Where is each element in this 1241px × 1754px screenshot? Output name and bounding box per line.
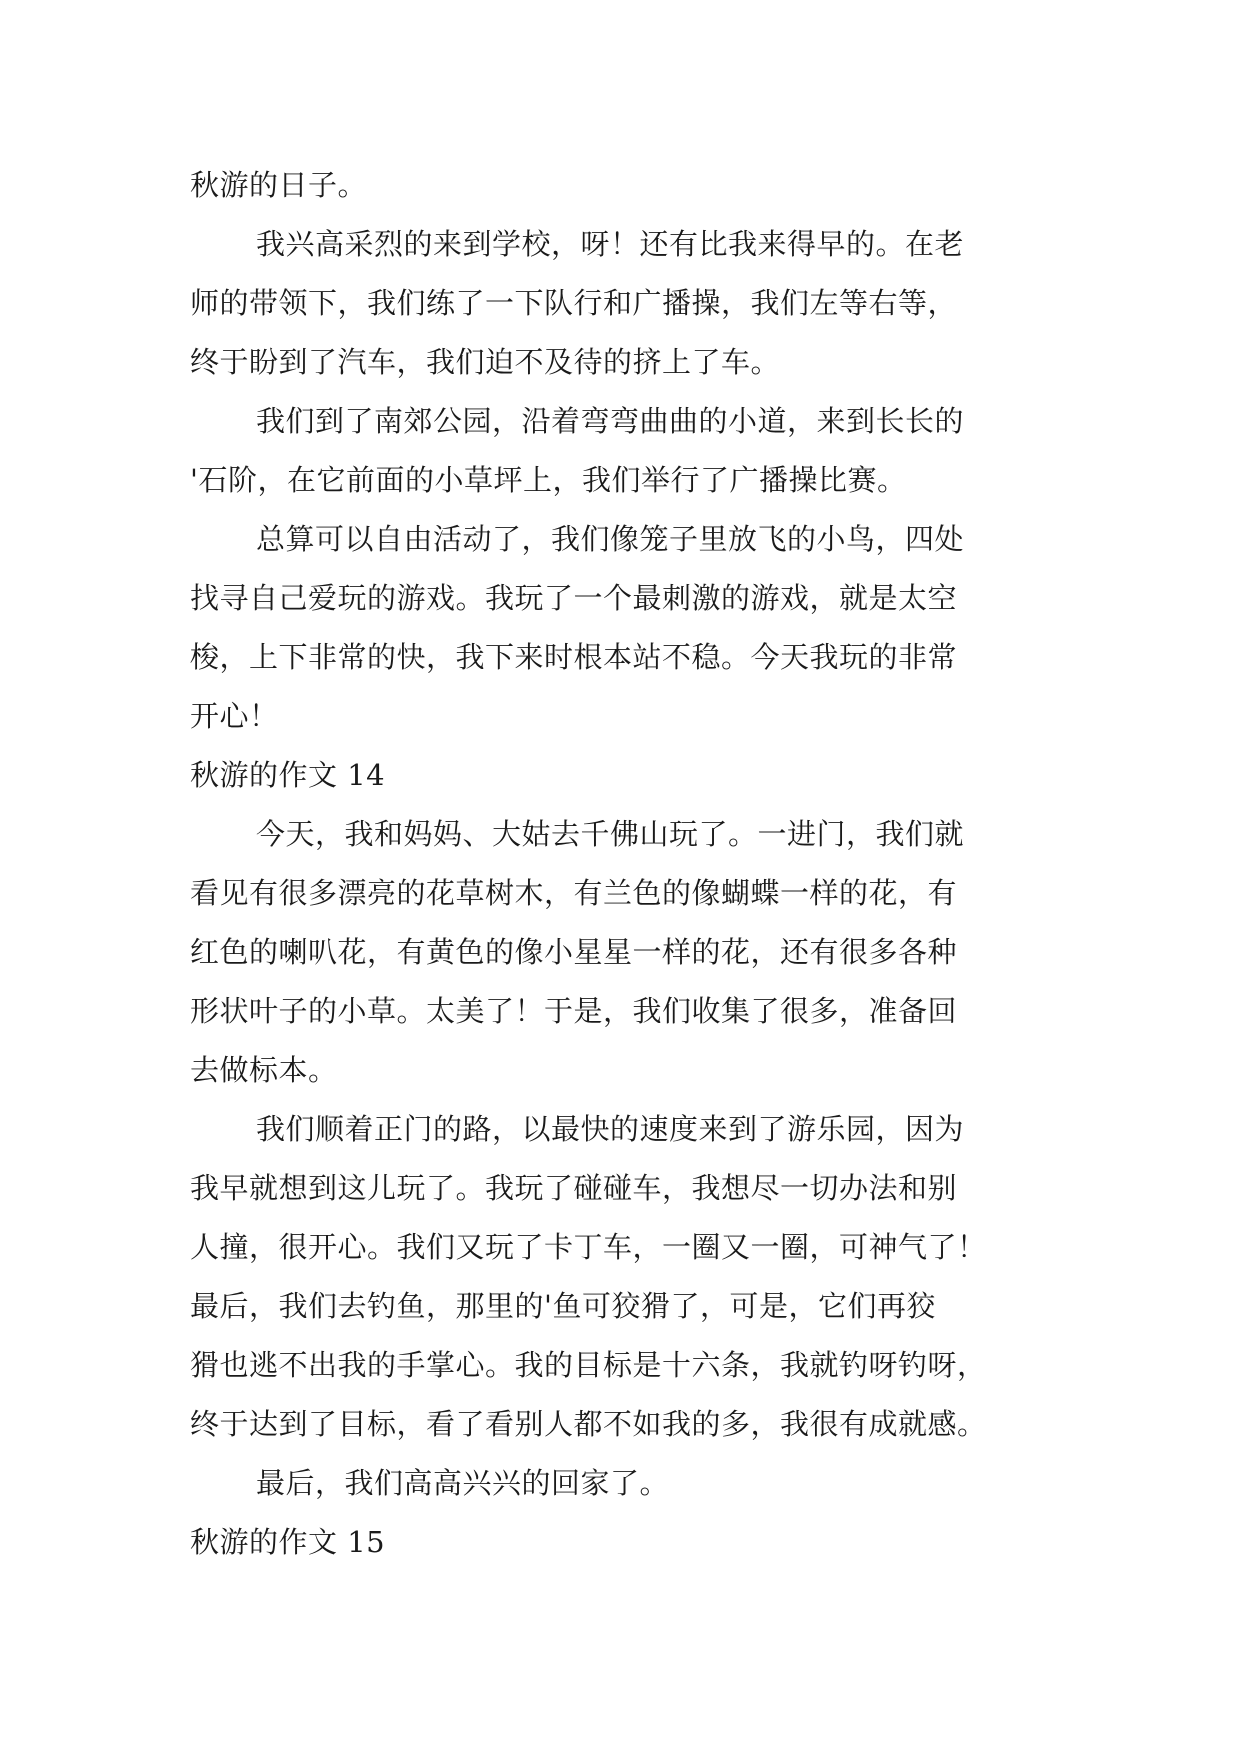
paragraph-start-line: 我们到了南郊公园，沿着弯弯曲曲的小道，来到长长的 <box>256 404 965 438</box>
text-line: 去做标本。 <box>190 1053 338 1087</box>
text-line: 师的带领下，我们练了一下队行和广播操，我们左等右等， <box>190 286 958 320</box>
text-line: 终于盼到了汽车，我们迫不及待的挤上了车。 <box>190 345 781 379</box>
text-line: 找寻自己爱玩的游戏。我玩了一个最刺激的游戏，就是太空 <box>190 581 958 615</box>
text-line: '石阶，在它前面的小草坪上，我们举行了广播操比赛。 <box>190 463 907 497</box>
text-line: 形状叶子的小草。太美了！于是，我们收集了很多，准备回 <box>190 994 958 1028</box>
text-line: 开心！ <box>190 699 279 733</box>
text-line: 人撞，很开心。我们又玩了卡丁车，一圈又一圈，可神气了！ <box>190 1230 987 1264</box>
document-page <box>190 156 1050 1572</box>
section-heading: 秋游的作文 14 <box>190 758 386 792</box>
text-line: 猾也逃不出我的手掌心。我的目标是十六条，我就钓呀钓呀， <box>190 1348 987 1382</box>
paragraph-start-line: 我兴高采烈的来到学校，呀！还有比我来得早的。在老 <box>256 227 965 261</box>
paragraph-start-line: 我们顺着正门的路，以最快的速度来到了游乐园，因为 <box>256 1112 965 1146</box>
text-line: 我早就想到这儿玩了。我玩了碰碰车，我想尽一切办法和别 <box>190 1171 958 1205</box>
text-line: 红色的喇叭花，有黄色的像小星星一样的花，还有很多各种 <box>190 935 958 969</box>
section-heading: 秋游的作文 15 <box>190 1525 386 1559</box>
text-line: 秋游的日子。 <box>190 168 368 202</box>
text-line: 梭，上下非常的快，我下来时根本站不稳。今天我玩的非常 <box>190 640 958 674</box>
paragraph-start-line: 最后，我们高高兴兴的回家了。 <box>256 1466 670 1500</box>
paragraph-start-line: 总算可以自由活动了，我们像笼子里放飞的小鸟，四处 <box>256 522 965 556</box>
text-line: 最后，我们去钓鱼，那里的'鱼可狡猾了，可是，它们再狡 <box>190 1289 936 1323</box>
text-line: 看见有很多漂亮的花草树木，有兰色的像蝴蝶一样的花，有 <box>190 876 958 910</box>
text-line: 终于达到了目标，看了看别人都不如我的多，我很有成就感。 <box>190 1407 987 1441</box>
paragraph-start-line: 今天，我和妈妈、大姑去千佛山玩了。一进门，我们就 <box>256 817 965 851</box>
